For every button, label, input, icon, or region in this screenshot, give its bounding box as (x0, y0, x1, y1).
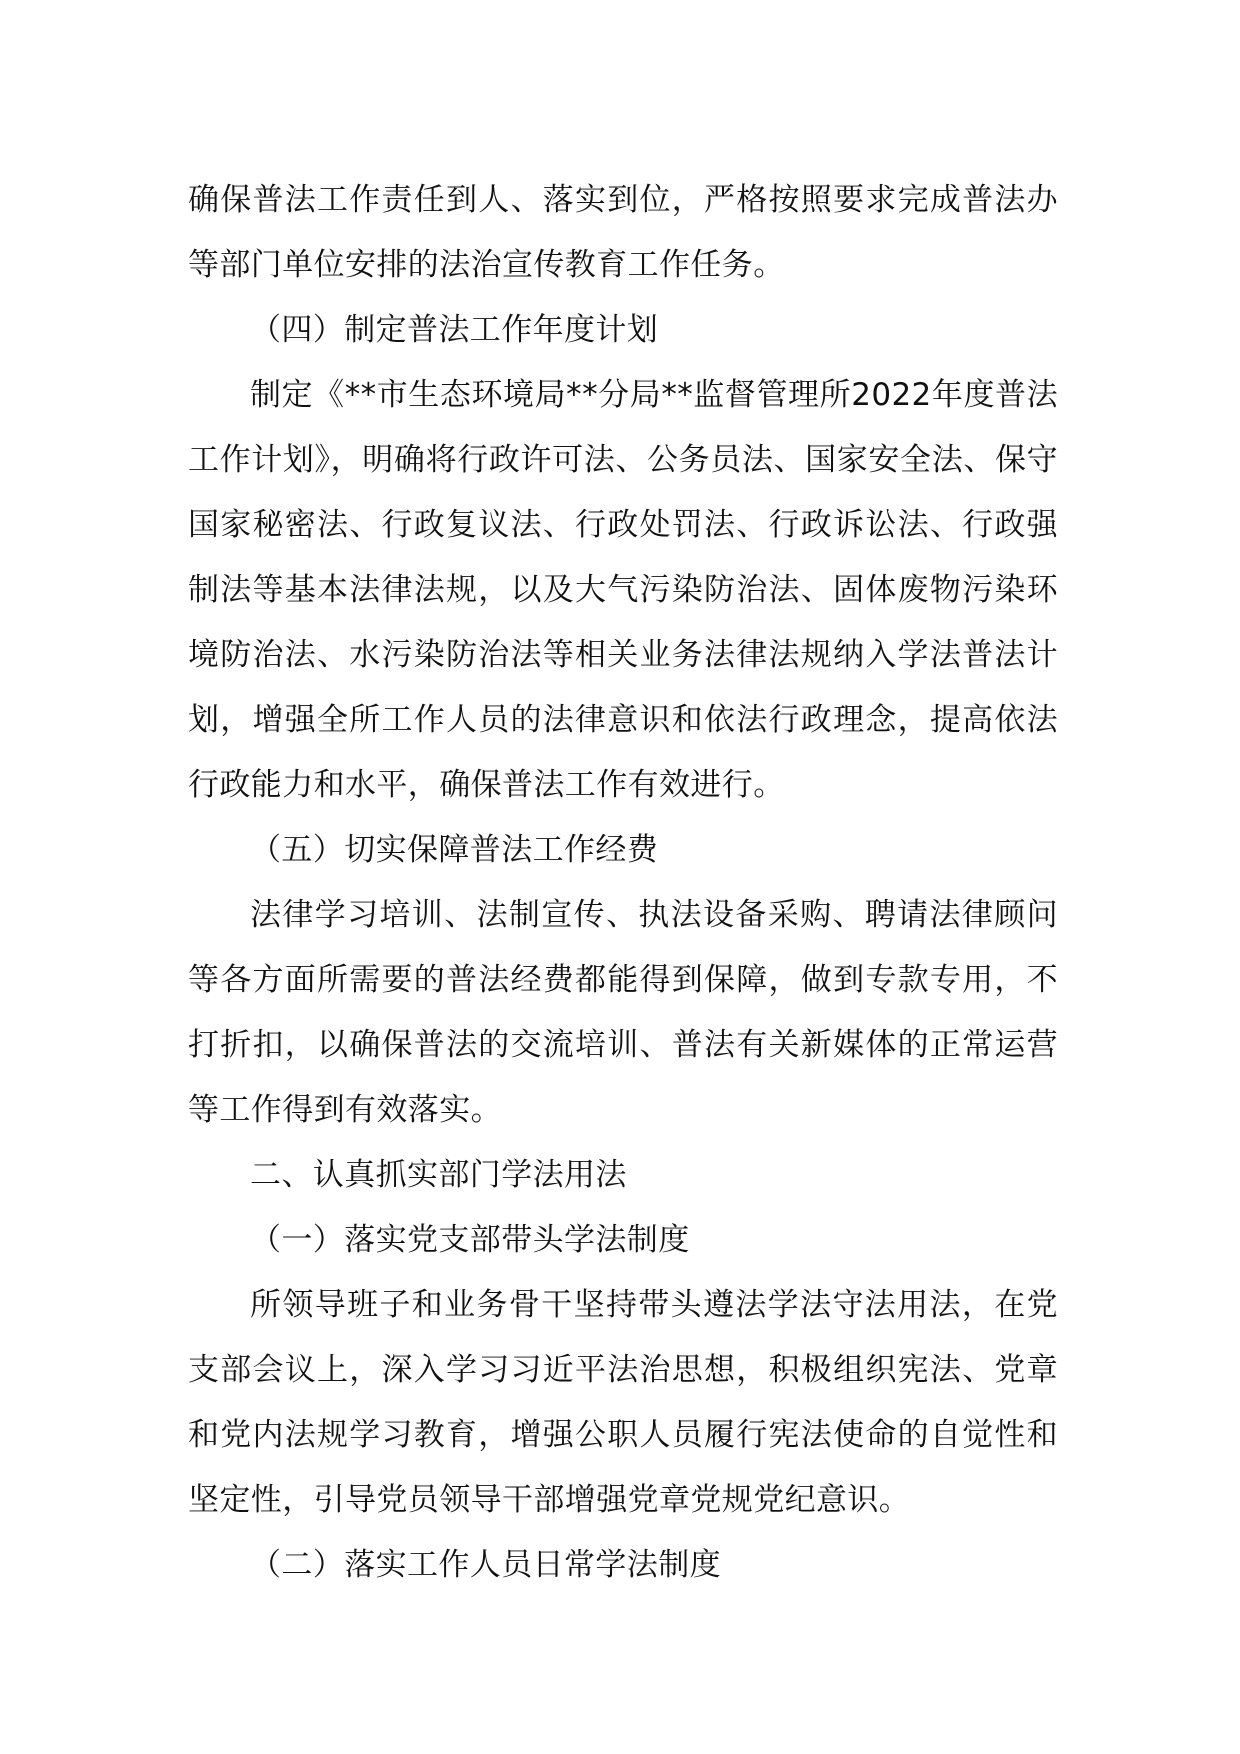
section-heading-two: 二、认真抓实部门学法用法 (250, 1157, 627, 1193)
section-heading-four: （四）制定普法工作年度计划 (250, 312, 659, 348)
subsection-heading-one: （一）落实党支部带头学法制度 (250, 1222, 690, 1258)
paragraph-funding: 法律学习培训、法制宣传、执法设备采购、聘请法律顾问等各方面所需要的普法经费都能得到保障，做到专款专用，不打折扣，以确保普法的交流培训、普法有关新媒体的正常运营等工作得到有效落实。 (188, 897, 1058, 1128)
document-body (188, 168, 1058, 1598)
paragraph-continuation: 确保普法工作责任到人、落实到位，严格按照要求完成普法办等部门单位安排的法治宣传教育工作任务。 (188, 182, 1058, 283)
subsection-heading-two: （二）落实工作人员日常学法制度 (250, 1547, 721, 1583)
paragraph-annual-plan: 制定《**市生态环境局**分局**监督管理所2022年度普法工作计划》，明确将行政许可法、公务员法、国家安全法、保守国家秘密法、行政复议法、行政处罚法、行政诉讼法、行政强制法等基本法律法规，以及大气污染防治法、固体废物污染环境防治法、水污染防治法等相关业务法律法规纳入学法普法计划，增强全所工作人员的法律意识和依法行政理念，提高依法行政能力和水平，确保普法工作有效进行。 (188, 377, 1058, 803)
section-heading-five: （五）切实保障普法工作经费 (250, 832, 659, 868)
paragraph-party-study: 所领导班子和业务骨干坚持带头遵法学法守法用法，在党支部会议上，深入学习习近平法治思想，积极组织宪法、党章和党内法规学习教育，增强公职人员履行宪法使命的自觉性和坚定性，引导党员领导干部增强党章党规党纪意识。 (188, 1287, 1058, 1518)
